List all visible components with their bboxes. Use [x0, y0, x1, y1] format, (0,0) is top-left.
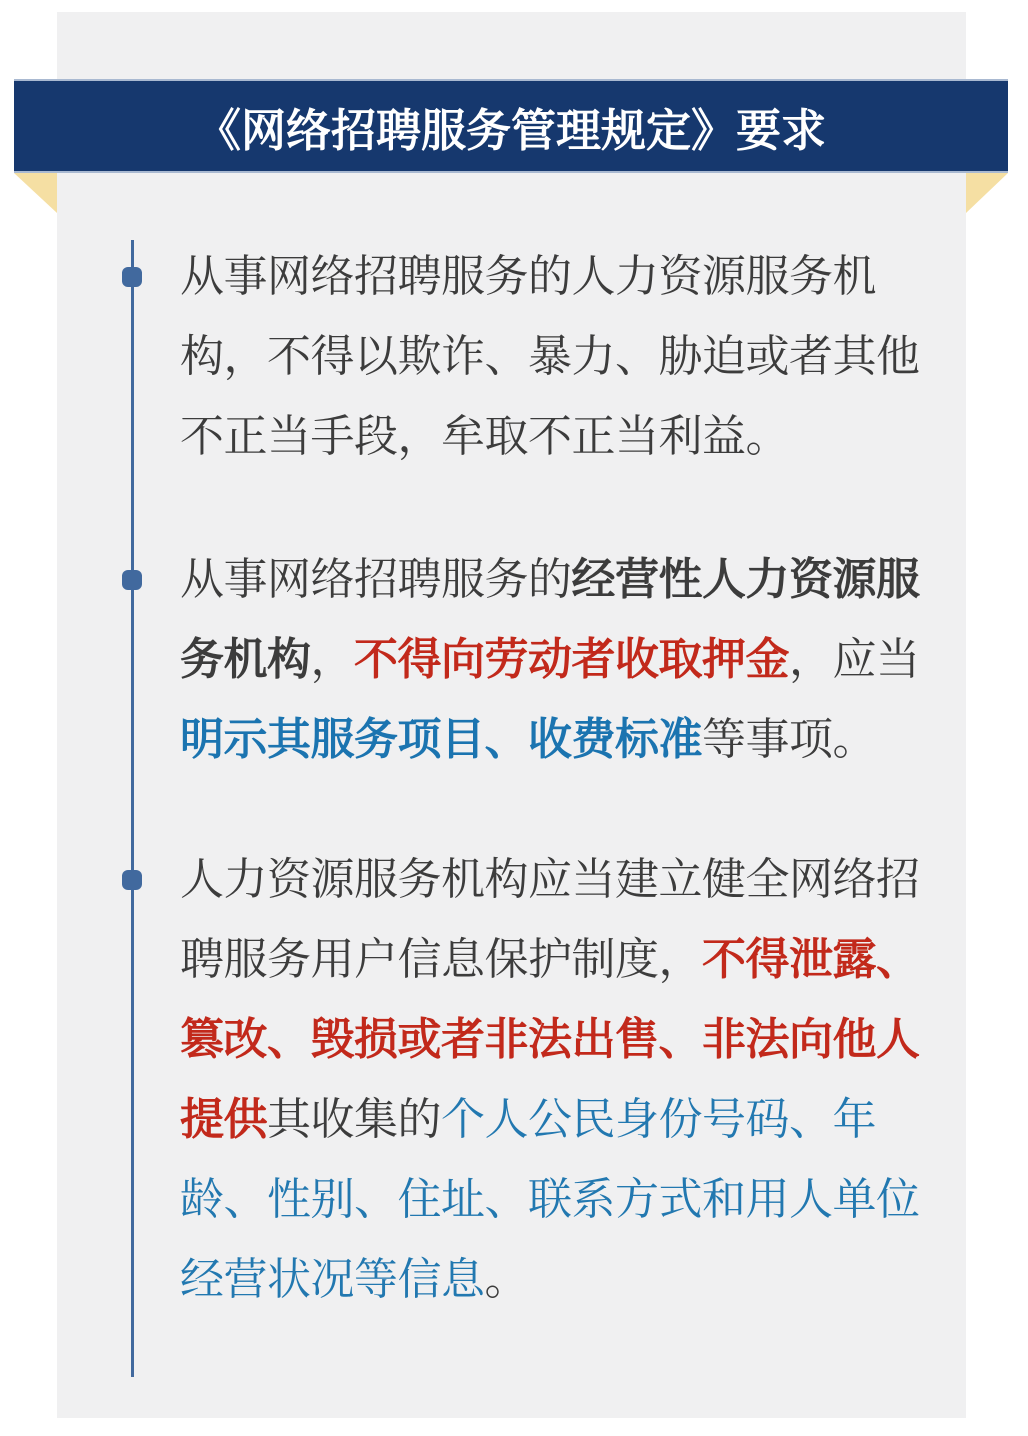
bullet-dot-icon [122, 570, 142, 590]
text-line [180, 317, 1028, 397]
text-segment: 明示其服务项目、收费标准 [180, 714, 702, 765]
bullet-text [180, 540, 1028, 780]
text-line [180, 840, 1028, 920]
text-line [180, 237, 1028, 317]
text-line [180, 700, 1028, 780]
bullet-item [0, 237, 1028, 477]
text-segment: 等事项。 [702, 714, 876, 765]
text-segment: 篡改、毁损或者非法出售、非法向他人 [180, 1014, 920, 1065]
text-segment: 从事网络招聘服务的 [180, 554, 572, 605]
text-line [180, 920, 1028, 1000]
ribbon-fold-left [14, 173, 57, 213]
text-segment: 提供 [180, 1094, 267, 1145]
text-segment: 不正当手段，牟取不正当利益。 [180, 411, 789, 462]
bullet-dot-icon [122, 870, 142, 890]
text-segment: 从事网络招聘服务的人力资源服务机 [180, 251, 876, 302]
text-segment: 龄、性别、住址、联系方式和用人单位 [180, 1174, 920, 1225]
bullet-text [180, 237, 1028, 477]
text-segment: 务机构 [180, 634, 311, 685]
text-line [180, 1080, 1028, 1160]
text-line [180, 397, 1028, 477]
bullet-dot-icon [122, 267, 142, 287]
text-segment: 不得向劳动者收取押金 [354, 634, 789, 685]
text-segment: ，应当 [789, 634, 920, 685]
text-line [180, 620, 1028, 700]
text-segment: 聘服务用户信息保护制度， [180, 934, 702, 985]
text-segment: 经营性人力资源服 [571, 554, 920, 605]
text-segment: 构，不得以欺诈、暴力、胁迫或者其他 [180, 331, 920, 382]
page-title: 《网络招聘服务管理规定》要求 [195, 103, 826, 157]
text-segment: 个人公民身份号码、年 [441, 1094, 876, 1145]
title-banner [14, 79, 1008, 173]
text-segment: 人力资源服务机构应当建立健全网络招 [180, 854, 920, 905]
text-segment: 其收集的 [267, 1094, 441, 1145]
text-line [180, 540, 1028, 620]
bullet-text [180, 840, 1028, 1320]
text-segment: ， [310, 634, 354, 685]
text-segment: 经营状况等信息 [180, 1254, 485, 1305]
bullet-item [0, 540, 1028, 780]
text-segment: 。 [484, 1254, 528, 1305]
text-line [180, 1240, 1028, 1320]
text-line [180, 1000, 1028, 1080]
text-line [180, 1160, 1028, 1240]
bullet-item [0, 840, 1028, 1320]
text-segment: 不得泄露、 [702, 934, 920, 985]
ribbon-fold-right [966, 173, 1008, 213]
